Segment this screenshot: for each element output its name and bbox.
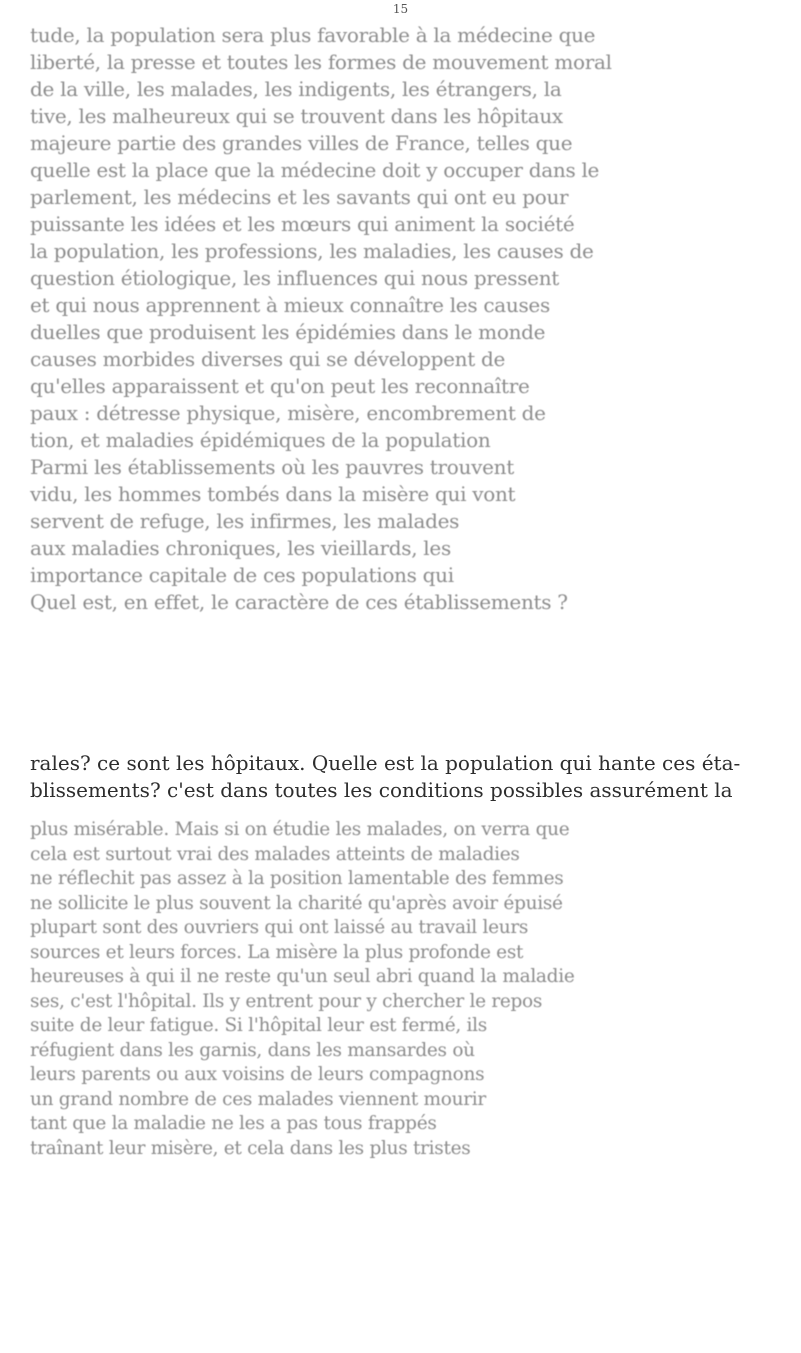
- page-number: 15: [392, 2, 409, 16]
- text-line: la population, les professions, les maladies, les causes de: [30, 239, 594, 263]
- text-line: tion, et maladies épidémiques de la population: [30, 428, 491, 452]
- text-line: aux maladies chroniques, les vieillards, les: [30, 536, 451, 560]
- text-line: de la ville, les malades, les indigents, les étrangers, la: [30, 77, 562, 101]
- text-line: ses, c'est l'hôpital. Ils y entrent pour y chercher le repos: [30, 990, 543, 1012]
- text-line: ne sollicite le plus souvent la charité qu'après avoir épuisé: [30, 892, 563, 914]
- text-line: liberté, la presse et toutes les formes de mouvement moral: [30, 50, 612, 74]
- text-line: tant que la maladie ne les a pas tous frappés: [30, 1113, 437, 1134]
- text-line: majeure partie des grandes villes de France, telles que: [30, 131, 573, 155]
- text-line: question étiologique, les influences qui nous pressent: [30, 266, 560, 290]
- text-line: sources et leurs forces. La misère la plus profonde est: [30, 941, 524, 963]
- text-line: importance capitale de ces populations qui: [30, 563, 454, 587]
- text-line: blissements? c'est dans toutes les conditions possibles assurément la: [30, 778, 733, 802]
- text-line: un grand nombre de ces malades viennent mourir: [30, 1088, 486, 1110]
- text-line: traînant leur misère, et cela dans les plus tristes: [30, 1137, 471, 1159]
- text-line: quelle est la place que la médecine doit y occuper dans le: [30, 158, 600, 182]
- paragraph-middle: [30, 750, 772, 804]
- text-line: rales? ce sont les hôpitaux. Quelle est la population qui hante ces éta-: [30, 751, 741, 775]
- text-line: cela est surtout vrai des malades atteints de maladies: [30, 843, 520, 865]
- text-line: vidu, les hommes tombés dans la misère qui vont: [30, 482, 516, 506]
- text-line: leurs parents ou aux voisins de leurs compagnons: [30, 1064, 485, 1085]
- text-line: puissante les idées et les mœurs qui animent la société: [30, 212, 575, 236]
- text-line: tude, la population sera plus favorable à la médecine que: [30, 23, 596, 47]
- text-line: paux : détresse physique, misère, encombrement de: [30, 401, 546, 425]
- text-line: duelles que produisent les épidémies dans le monde: [30, 320, 546, 344]
- text-line: plupart sont des ouvriers qui ont laissé au travail leurs: [30, 917, 529, 938]
- text-line: Parmi les établissements où les pauvres trouvent: [30, 455, 514, 479]
- text-line: ne réflechit pas assez à la position lamentable des femmes: [30, 868, 564, 889]
- paragraph-bottom: [30, 818, 772, 1338]
- text-line: heureuses à qui il ne reste qu'un seul abri quand la maladie: [30, 966, 575, 987]
- text-line: qu'elles apparaissent et qu'on peut les reconnaître: [30, 374, 530, 398]
- text-line: causes morbides diverses qui se développent de: [30, 347, 506, 371]
- text-line: réfugient dans les garnis, dans les mansardes où: [30, 1039, 475, 1061]
- text-line: parlement, les médecins et les savants qui ont eu pour: [30, 185, 569, 209]
- text-line: Quel est, en effet, le caractère de ces établissements ?: [30, 590, 568, 614]
- text-line: et qui nous apprennent à mieux connaître les causes: [30, 293, 550, 317]
- paragraph-top: [30, 22, 772, 722]
- text-line: servent de refuge, les infirmes, les malades: [30, 509, 460, 533]
- text-line: suite de leur fatigue. Si l'hôpital leur est fermé, ils: [30, 1015, 487, 1036]
- text-line: tive, les malheureux qui se trouvent dans les hôpitaux: [30, 104, 563, 128]
- text-line: plus misérable. Mais si on étudie les malades, on verra que: [30, 819, 570, 840]
